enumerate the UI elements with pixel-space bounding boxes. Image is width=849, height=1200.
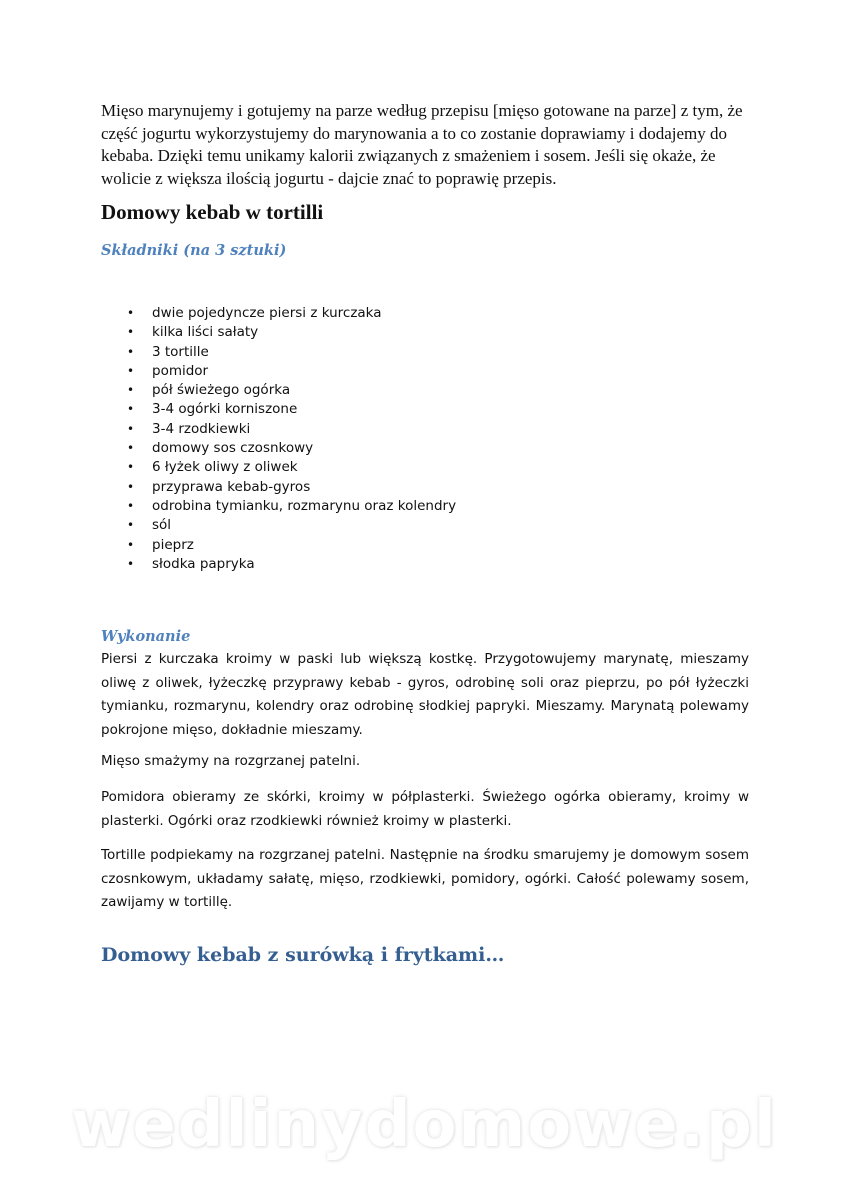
- ingredient-text: pieprz: [152, 536, 194, 553]
- list-item: [127, 497, 456, 516]
- bullet-icon: •: [127, 325, 135, 340]
- ingredient-text: domowy sos czosnkowy: [152, 440, 314, 457]
- bullet-icon: •: [127, 402, 135, 417]
- method-step-paragraph: Mięso smażymy na rozgrzanej patelni.: [101, 753, 361, 769]
- ingredients-list: [127, 304, 456, 574]
- ingredient-text: pół świeżego ogórka: [152, 382, 291, 399]
- ingredient-text: przyprawa kebab-gyros: [152, 478, 311, 495]
- bullet-icon: •: [127, 306, 135, 320]
- method-step-paragraph: Tortille podpiekamy na rozgrzanej patelni. Następnie na środku smarujemy je domowym sosem czosnkowym, układamy sałatę, mięso, rzodkiewki, pomidory, ogórki. Całość polewamy sosem, zawijamy w tortillę.: [101, 847, 749, 911]
- list-item: [127, 362, 456, 381]
- method-step-paragraph: Pomidora obieramy ze skórki, kroimy w półplasterki. Świeżego ogórka obieramy, kroimy w plasterki. Ogórki oraz rzodkiewki również kroimy w plasterki.: [101, 789, 749, 829]
- ingredient-text: 3 tortille: [152, 343, 209, 360]
- ingredient-text: odrobina tymianku, rozmarynu oraz kolendry: [152, 497, 457, 514]
- list-item: [127, 555, 456, 574]
- list-item: [127, 304, 456, 323]
- bullet-icon: •: [127, 383, 135, 398]
- watermark: wedlinydomowe.pl: [71, 1088, 778, 1162]
- bullet-icon: •: [127, 537, 135, 552]
- method-step-paragraph: Piersi z kurczaka kroimy w paski lub większą kostkę. Przygotowujemy marynatę, mieszamy oliwę z oliwek, łyżeczkę przyprawy kebab - gyros, odrobinę soli oraz pieprzu, po pół łyżeczki tymianku, rozmarynu, kolendry oraz odrobinę słodkiej papryki. Mieszamy. Marynatą polewamy pokrojone mięso, dokładnie mieszamy.: [101, 651, 749, 739]
- intro-paragraph: Mięso marynujemy i gotujemy na parze według przepisu [mięso gotowane na parze] z tym, że część jogurtu wykorzystujemy do marynowania a to co zostanie doprawiamy i dodajemy do kebaba. Dzięki temu unikamy kalorii związanych z smażeniem i sosem. Jeśli się okaże, że wolicie z większa ilością jogurtu - dajcie znać to poprawię przepis.: [101, 101, 743, 188]
- bullet-icon: •: [127, 344, 135, 359]
- ingredient-text: 3-4 ogórki korniszone: [152, 401, 298, 418]
- bullet-icon: •: [127, 518, 135, 533]
- list-item: [127, 478, 456, 497]
- bullet-icon: •: [127, 498, 135, 513]
- bullet-icon: •: [127, 556, 135, 571]
- ingredient-text: kilka liści sałaty: [152, 324, 259, 341]
- ingredient-text: 3-4 rzodkiewki: [152, 420, 251, 437]
- list-item: [127, 343, 456, 362]
- list-item: [127, 381, 456, 400]
- list-item: [127, 516, 456, 535]
- bullet-icon: •: [127, 479, 135, 494]
- ingredient-text: sól: [152, 517, 172, 534]
- bullet-icon: •: [127, 460, 135, 475]
- ingredient-text: dwie pojedyncze piersi z kurczaka: [152, 305, 382, 321]
- list-item: [127, 323, 456, 342]
- list-item: [127, 420, 456, 439]
- list-item: [127, 400, 456, 419]
- list-item: [127, 536, 456, 555]
- ingredients-heading: Składniki (na 3 sztuki): [101, 242, 287, 259]
- recipe-title: Domowy kebab w tortilli: [101, 200, 324, 224]
- bullet-icon: •: [127, 441, 135, 456]
- ingredient-text: 6 łyżek oliwy z oliwek: [152, 459, 298, 476]
- method-heading: Wykonanie: [101, 628, 191, 645]
- bullet-icon: •: [127, 421, 135, 436]
- next-recipe-title: Domowy kebab z surówką i frytkami…: [101, 944, 505, 966]
- ingredient-text: pomidor: [152, 362, 209, 379]
- bullet-icon: •: [127, 363, 135, 378]
- list-item: [127, 458, 456, 477]
- list-item: [127, 439, 456, 458]
- ingredient-text: słodka papryka: [152, 555, 255, 572]
